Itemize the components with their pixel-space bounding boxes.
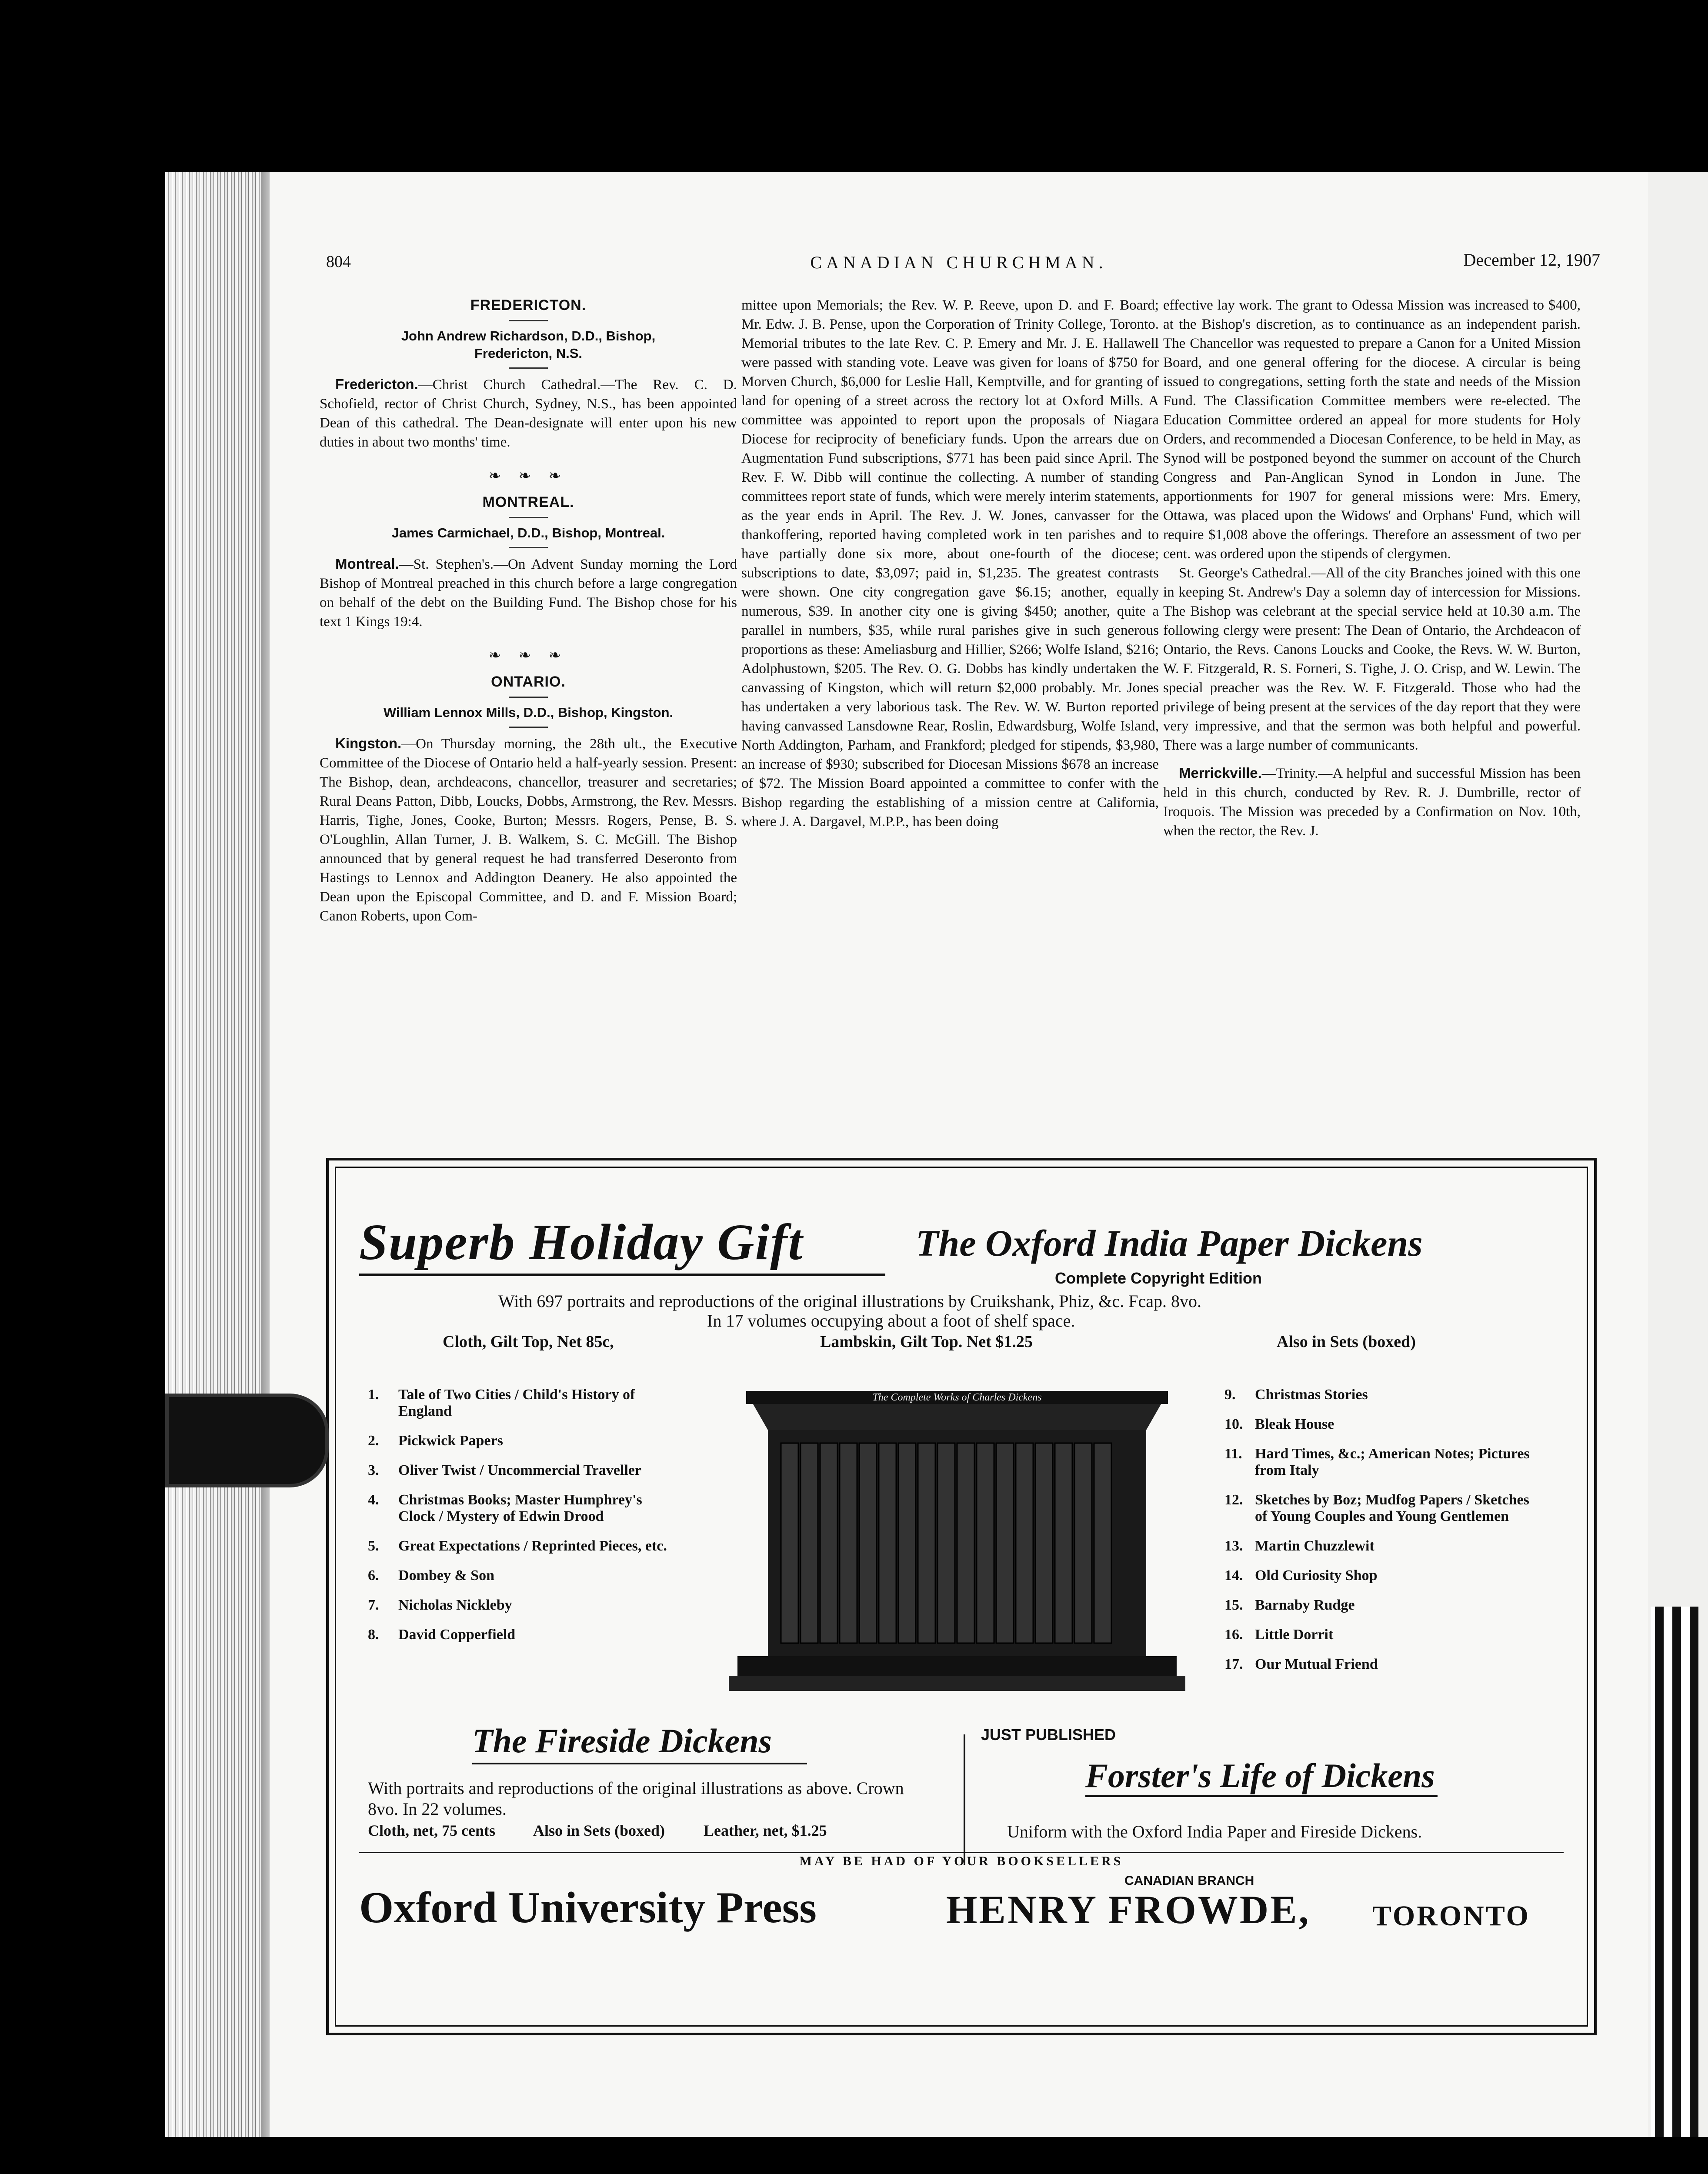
- rule: [509, 697, 548, 698]
- rule: [509, 320, 548, 321]
- article-paragraph: St. George's Cathedral.—All of the city Branches joined with this one in keeping St. Andrew's Day a solemn day of intercession for Missions. The Bishop was celebrant at the special service held at 10.30 a.m. The following clergy were present: The Dean of Ontario, the Archdeacon of Ontario, the Revs. Canons Loucks and Cooke, the Revs. W. W. Burton, W. F. Fitzgerald, R. S. Forneri, S. Tighe, J. O. Crisp, and W. Lewin. The special preacher was the Rev. W. F. Fitzgerald. Those who had the privilege of being present at the services of the day report that they were very impressive, and that the sermon was both helpful and powerful. There was a large number of communicants.: [1163, 565, 1581, 753]
- section-ornament: ❧ ❧ ❧: [488, 647, 568, 664]
- list-item: 7. Nicholas Nickleby: [368, 1597, 512, 1613]
- column-3: [1163, 296, 1581, 840]
- diocese-heading-montreal: MONTREAL.: [482, 494, 574, 510]
- list-item: 5. Great Expectations / Reprinted Pieces, etc.: [368, 1538, 667, 1554]
- canadian-branch: CANADIAN BRANCH: [1124, 1874, 1254, 1888]
- just-published: JUST PUBLISHED: [981, 1726, 1116, 1744]
- place-lead: Fredericton.: [335, 376, 418, 392]
- list-item: 3. Oliver Twist / Uncommercial Traveller: [368, 1462, 641, 1478]
- list-item: 8. David Copperfield: [368, 1627, 516, 1643]
- column-1: [320, 296, 737, 926]
- edition-label: Complete Copyright Edition: [1055, 1269, 1262, 1287]
- price-cloth: Cloth, Gilt Top, Net 85c,: [443, 1333, 614, 1351]
- headline-rule: [359, 1274, 885, 1276]
- publication-title: CANADIAN CHURCHMAN.: [810, 253, 1108, 272]
- oxford-title: The Oxford India Paper Dickens: [916, 1222, 1423, 1264]
- rule: [509, 367, 548, 369]
- article-paragraph: effective lay work. The grant to Odessa Mission was increased to $400, at the Bishop's discretion, as to continuance as an independent parish. The Chancellor was requested to prepare a Canon for a United Mission Board, and one general offering for the diocese. A circular is being issued to congregations, setting forth the state and needs of the Mission Fund. The Classification Committee members were re-elected. The Education Committee ordered an appeal for more students for Holy Orders, and recommended a Diocesan Conference, to be held in May, as Synod will be postponed beyond the summer on account of the Church Congress and Pan-Anglican Synod in London in June. The apportionments for 1907 for general missions were: Mrs. Emery, Ottawa, was placed upon the Widows' and Orphans' Fund, which will require $1,008 above the offerings. Therefore an assessment of two per cent. was ordered upon the stipends of clergymen.: [1163, 297, 1581, 562]
- scan-bars: [1651, 1607, 1698, 2137]
- forster-title: Forster's Life of Dickens: [1085, 1757, 1435, 1794]
- bishop-line: Fredericton, N.S.: [474, 346, 583, 361]
- book-page-edges: [165, 172, 270, 2137]
- volume-list-right: [1224, 1387, 1538, 1686]
- list-item: 6. Dombey & Son: [368, 1567, 495, 1584]
- list-item: 2. Pickwick Papers: [368, 1433, 503, 1449]
- binding-clip: [165, 1394, 329, 1487]
- uniform-line: Uniform with the Oxford India Paper and Fireside Dickens.: [1007, 1822, 1422, 1841]
- fireside-prices: Cloth, net, 75 cents Also in Sets (boxed) Leather, net, $1.25: [368, 1822, 827, 1839]
- diocese-heading-fredericton: FREDERICTON.: [470, 297, 587, 313]
- newspaper-page: [270, 172, 1648, 2137]
- dickens-advertisement: [326, 1158, 1597, 2035]
- ad-headline: Superb Holiday Gift: [359, 1214, 804, 1270]
- article-paragraph: Fredericton.—Christ Church Cathedral.—The Rev. C. D. Schofield, rector of Christ Church, Sydney, N.S., has been appointed Dean of this cathedral. The Dean-designate will enter upon his new duties in about two months' time.: [320, 376, 737, 450]
- list-item: 15. Barnaby Rudge: [1224, 1597, 1355, 1613]
- agent-name: HENRY FROWDE,: [946, 1887, 1311, 1932]
- bishop-line: James Carmichael, D.D., Bishop, Montreal.: [391, 525, 665, 540]
- portraits-line: With 697 portraits and reproductions of the original illustrations by Cruikshank, Phiz, &c. Fcap. 8vo.: [498, 1291, 1202, 1311]
- place-lead: Kingston.: [335, 735, 402, 751]
- fireside-description: With portraits and reproductions of the original illustrations as above. Crown 8vo. In 22 volumes.: [368, 1778, 904, 1819]
- list-item: 11. Hard Times, &c.; American Notes; Pictures from Italy: [1224, 1446, 1530, 1478]
- place-lead: Merrickville.: [1179, 765, 1262, 781]
- article-paragraph: mittee upon Memorials; the Rev. W. P. Reeve, upon D. and F. Board; Mr. Edw. J. B. Pense, upon the Corporation of Trinity College, Toronto. Memorial tributes to the late Rev. C. P. Emery and Mr. J. E. Hallawell were passed with standing vote. Leave was given for loans of $750 for Morven Church, $6,000 for Leslie Hall, Kemptville, and for granting of land for opening of a street across the rectory lot at Oxford Mills. A committee was appointed to report upon the proposals of Niagara Diocese for reciprocity of beneficiary funds. Upon the arrears due on Augmentation Fund subscriptions, $771 has been paid since April. The Rev. F. W. Dibb will continue the collecting. A number of standing committees report state of funds, which were merely interim statements, as the year ends in April. The Rev. J. W. Jones, canvasser for the thankoffering, reported having completed work in ten parishes and to have partially done six more, about one-fourth of the diocese; subscriptions to date, $3,097; paid in, $1,235. The greatest contrasts were shown. One city congregation gave $6.15; another, equally numerous, $39. In another city one is giving $450; another, quite a parallel in numbers, $35, while rural parishes give in such generous proportions as these: Ameliasburg and Hillier, $266; Wolfe Island, $216; Adolphustown, $205. The Rev. O. G. Dobbs has kindly undertaken the canvassing of Kingston, which will return $2,000 probably. Mr. Jones has undertaken a very laborious task. The Rev. W. W. Burton reported having canvassed Lansdowne Rear, Roslin, Edwardsburg, Wolfe Island, North Addington, Parham, and Frankford; pledged for stipends, $3,980, an increase of $930; subscribed for Diocesan Missions $678 an increase of $72. The Mission Board appointed a committee to confer with the Bishop regarding the establishing of a mission centre at California, where J. A. Dargavel, M.P.P., has been doing: [741, 297, 1159, 830]
- bookcase-label: The Complete Works of Charles Dickens: [872, 1392, 1042, 1403]
- list-item: 17. Our Mutual Friend: [1224, 1656, 1378, 1672]
- list-item: 13. Martin Chuzzlewit: [1224, 1538, 1374, 1554]
- horizontal-rule: [359, 1852, 1564, 1853]
- list-item: 14. Old Curiosity Shop: [1224, 1567, 1378, 1584]
- bishop-line: John Andrew Richardson, D.D., Bishop,: [401, 328, 656, 343]
- diocese-heading-ontario: ONTARIO.: [491, 674, 566, 690]
- page-number: 804: [326, 253, 351, 271]
- volume-list-left: [368, 1387, 672, 1656]
- place-lead: Montreal.: [335, 556, 399, 572]
- section-ornament: ❧ ❧ ❧: [488, 468, 568, 484]
- fireside-title: The Fireside Dickens: [472, 1722, 772, 1760]
- bookcase-illustration: [711, 1374, 1203, 1700]
- booksellers-line: MAY BE HAD OF YOUR BOOKSELLERS: [799, 1854, 1124, 1868]
- rule: [509, 517, 548, 518]
- vertical-divider: [964, 1734, 965, 1865]
- article-paragraph: Montreal.—St. Stephen's.—On Advent Sunday morning the Lord Bishop of Montreal preached in this church before a large congregation on behalf of the debt on the Building Fund. The Bishop chose for his text 1 Kings 19:4.: [320, 556, 737, 630]
- list-item: 12. Sketches by Boz; Mudfog Papers / Sketches of Young Couples and Young Gentlemen: [1224, 1492, 1529, 1524]
- forster-rule: [1085, 1795, 1438, 1797]
- article-paragraph: Merrickville.—Trinity.—A helpful and successful Mission has been held in this church, conducted by Rev. R. J. Dumbrille, rector of Iroquois. The Mission was preceded by a Confirmation on Nov. 10th, when the rector, the Rev. J.: [1163, 765, 1581, 839]
- issue-date: December 12, 1907: [1463, 250, 1600, 270]
- price-lambskin: Lambskin, Gilt Top. Net $1.25: [820, 1333, 1033, 1351]
- list-item: 10. Bleak House: [1224, 1416, 1334, 1432]
- rule: [509, 727, 548, 728]
- list-item: 16. Little Dorrit: [1224, 1627, 1334, 1643]
- running-head: [270, 252, 1648, 278]
- price-sets: Also in Sets (boxed): [1277, 1333, 1416, 1351]
- bishop-line: William Lennox Mills, D.D., Bishop, Kingston.: [383, 705, 674, 720]
- volumes-line: In 17 volumes occupying about a foot of shelf space.: [707, 1311, 1075, 1330]
- column-2: [741, 296, 1159, 831]
- article-paragraph: Kingston.—On Thursday morning, the 28th ult., the Executive Committee of the Diocese of Ontario held a half-yearly session. Present: The Bishop, dean, archdeacons, chancellor, treasurer and secretaries; Rural Deans Patton, Dibb, Loucks, Dobbs, Armstrong, the Rev. Messrs. Harris, Tighe, Jones, Cooke, Burton; Messrs. Rogers, Pense, B. S. O'Loughlin, Allan Turner, J. B. Walkem, S. C. McGill. The Bishop announced that by general request he had transferred Deseronto from Hastings to Lennox and Addington Deanery. He also appointed the Dean upon the Episcopal Committee, and D. and F. Mission Board; Canon Roberts, upon Com-: [320, 735, 737, 924]
- fireside-rule: [472, 1763, 807, 1764]
- list-item: 9. Christmas Stories: [1224, 1387, 1368, 1403]
- publisher-name: Oxford University Press: [359, 1883, 817, 1932]
- list-item: 1. Tale of Two Cities / Child's History of England: [368, 1387, 635, 1419]
- list-item: 4. Christmas Books; Master Humphrey's Clock / Mystery of Edwin Drood: [368, 1492, 642, 1524]
- rule: [509, 547, 548, 548]
- city-name: TORONTO: [1372, 1900, 1530, 1932]
